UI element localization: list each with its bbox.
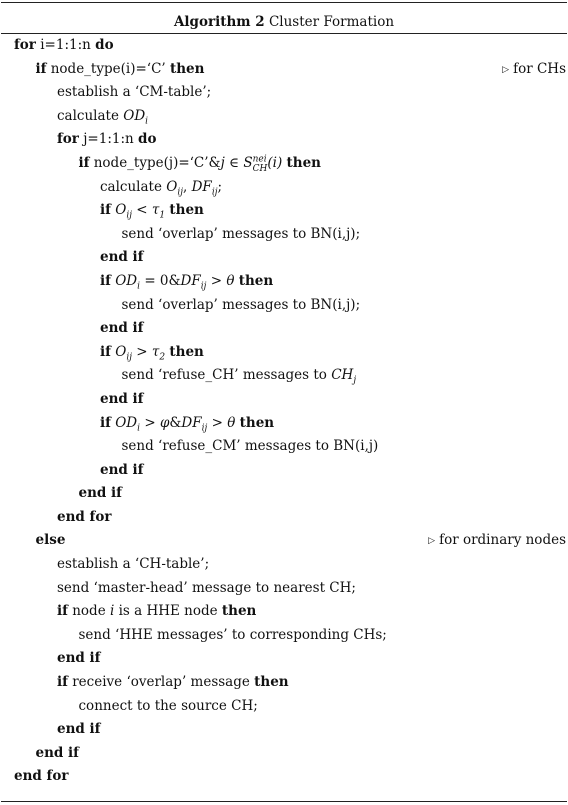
line-text: ∈ xyxy=(224,154,244,171)
bottom-rule xyxy=(1,801,567,802)
line-text: node_type(j)=‘C’& xyxy=(89,154,221,171)
math-subscript: i xyxy=(137,423,141,434)
line-comment xyxy=(502,58,566,83)
math-subscript: 1 xyxy=(159,210,166,221)
line-content xyxy=(14,765,68,789)
line-content xyxy=(100,270,273,294)
comment-triangle-icon: ▷ xyxy=(428,536,436,547)
algorithm-line xyxy=(0,152,568,176)
line-text: receive ‘overlap’ message xyxy=(67,674,255,691)
math-symbol: O xyxy=(166,178,178,195)
comment-triangle-icon: ▷ xyxy=(502,64,510,75)
keyword: for xyxy=(57,131,79,148)
line-text: calculate xyxy=(100,178,167,195)
algorithm-line xyxy=(0,317,568,341)
line-text: connect to the source CH; xyxy=(78,697,258,714)
line-text: j=1:1:n xyxy=(78,131,138,148)
algorithm-line xyxy=(0,435,568,459)
line-text: & xyxy=(169,414,182,431)
line-text: node_type(i)=‘C’ xyxy=(46,60,170,77)
algorithm-line xyxy=(0,105,568,129)
line-content xyxy=(36,742,79,766)
keyword: if xyxy=(100,343,111,360)
line-text: , xyxy=(183,178,192,195)
algorithm-line xyxy=(0,176,568,200)
algorithm-line xyxy=(0,577,568,601)
caption-label: Algorithm 2 xyxy=(173,14,265,30)
line-text: send ‘master-head’ message to nearest CH; xyxy=(57,579,356,596)
math-subscript: j xyxy=(353,376,357,386)
line-content xyxy=(100,317,143,341)
math-subscript: ij xyxy=(200,281,207,292)
keyword: end if xyxy=(57,721,101,738)
line-content xyxy=(36,529,66,553)
math-subscript: i xyxy=(137,281,141,292)
algorithm-line xyxy=(0,388,568,412)
line-content xyxy=(57,647,100,671)
line-content xyxy=(79,482,122,506)
line-content xyxy=(122,223,361,247)
line-text: > xyxy=(140,414,160,431)
line-text: > xyxy=(206,272,227,289)
line-content xyxy=(79,624,387,648)
line-text: calculate xyxy=(57,107,124,124)
math-symbol: θ xyxy=(226,272,235,289)
caption-title: Cluster Formation xyxy=(268,14,395,30)
keyword: if xyxy=(100,202,111,219)
algorithm-line xyxy=(0,671,568,695)
math-symbol: θ xyxy=(227,414,236,431)
algorithm-line xyxy=(0,553,568,577)
line-text: i=1:1:n xyxy=(35,37,96,53)
line-text: > xyxy=(207,414,228,431)
math-symbol: OD xyxy=(123,107,146,124)
line-text: ; xyxy=(217,178,223,195)
math-symbol: φ xyxy=(159,414,170,431)
line-text: send ‘HHE messages’ to corresponding CHs; xyxy=(78,626,387,643)
line-text: send ‘refuse_CH’ messages to xyxy=(121,367,332,384)
line-content xyxy=(57,506,111,530)
keyword: if xyxy=(78,154,90,171)
line-content xyxy=(14,34,114,58)
line-text: is a HHE node xyxy=(114,603,222,620)
top-rule xyxy=(1,2,567,3)
keyword: then xyxy=(238,272,274,289)
line-content xyxy=(57,671,289,695)
keyword: then xyxy=(169,343,204,360)
algorithm-line xyxy=(0,718,568,742)
algorithm-line xyxy=(0,482,568,506)
line-content xyxy=(100,176,222,200)
algorithm-line xyxy=(0,647,568,671)
keyword: if xyxy=(100,414,111,431)
algorithm-line xyxy=(0,341,568,365)
keyword: then xyxy=(169,202,204,219)
algorithm-line xyxy=(0,294,568,318)
algorithm-line xyxy=(0,270,568,294)
algorithm-line xyxy=(0,624,568,648)
algorithm-line xyxy=(0,459,568,483)
line-content xyxy=(122,364,357,388)
comment-text: for CHs xyxy=(513,60,566,77)
math-symbol: DF xyxy=(180,272,201,289)
line-text: send ‘overlap’ messages to BN(i,j); xyxy=(121,296,361,313)
algorithm-line xyxy=(0,81,568,105)
line-content xyxy=(100,388,143,412)
algorithm-line xyxy=(0,58,568,82)
keyword: then xyxy=(221,603,257,620)
algorithm-line xyxy=(0,412,568,436)
algorithm-lines xyxy=(0,34,568,789)
algorithm-line xyxy=(0,364,568,388)
keyword: end if xyxy=(57,650,101,667)
line-text: > xyxy=(131,343,152,360)
math-subscript: ij xyxy=(201,423,208,434)
line-text: node xyxy=(67,603,110,620)
line-text: < xyxy=(131,202,152,219)
math-symbol: τ xyxy=(151,202,160,219)
line-content xyxy=(57,600,256,624)
keyword: then xyxy=(286,154,321,171)
keyword: end if xyxy=(100,320,144,337)
line-text: send ‘overlap’ messages to BN(i,j); xyxy=(121,225,361,242)
math-symbol: OD xyxy=(115,414,138,431)
line-content xyxy=(122,294,361,318)
algorithm-caption xyxy=(0,14,568,30)
keyword: end if xyxy=(35,744,79,761)
line-content xyxy=(57,718,100,742)
line-text: establish a ‘CM-table’; xyxy=(57,84,212,101)
line-content xyxy=(57,81,211,105)
math-symbol: (i) xyxy=(267,154,283,171)
keyword: end if xyxy=(100,249,144,266)
algorithm-line xyxy=(0,529,568,553)
math-subscript: ij xyxy=(126,352,132,363)
math-subscript: ij xyxy=(211,187,218,198)
line-content xyxy=(79,152,321,176)
math-symbol: CH xyxy=(331,367,354,384)
algorithm-line xyxy=(0,765,568,789)
keyword: then xyxy=(254,674,289,691)
keyword: if xyxy=(57,603,68,620)
math-symbol: DF xyxy=(191,178,212,195)
math-subscript: CH xyxy=(252,163,268,174)
keyword: do xyxy=(138,131,157,148)
line-content xyxy=(100,246,143,270)
keyword: if xyxy=(100,272,111,289)
keyword: end if xyxy=(100,461,144,478)
keyword: end for xyxy=(14,768,69,785)
line-content xyxy=(57,577,356,601)
line-content xyxy=(57,553,209,577)
comment-text: for ordinary nodes xyxy=(439,532,566,549)
algorithm-line xyxy=(0,742,568,766)
line-content xyxy=(100,412,274,436)
algorithm-line xyxy=(0,34,568,58)
math-symbol: O xyxy=(115,343,127,360)
keyword: then xyxy=(239,414,275,431)
keyword: do xyxy=(95,37,114,53)
keyword: end if xyxy=(100,390,144,407)
keyword: end if xyxy=(78,485,122,502)
keyword: if xyxy=(57,674,68,691)
math-subscript: ij xyxy=(126,210,132,221)
keyword: end for xyxy=(57,508,112,525)
math-supsub xyxy=(252,154,268,174)
line-content xyxy=(100,199,204,223)
math-subscript: 2 xyxy=(159,352,166,363)
math-subscript: i xyxy=(145,116,149,127)
keyword: then xyxy=(169,60,205,77)
line-text: send ‘refuse_CM’ messages to BN(i,j) xyxy=(121,438,379,455)
math-symbol: j xyxy=(220,154,225,171)
keyword: for xyxy=(14,37,36,53)
math-symbol: O xyxy=(115,202,127,219)
math-symbol: S xyxy=(243,154,253,171)
math-symbol: i xyxy=(109,603,115,620)
math-superscript: nei xyxy=(252,154,267,165)
line-content xyxy=(122,435,379,459)
line-content xyxy=(57,128,156,152)
line-content xyxy=(79,695,258,719)
line-text: establish a ‘CH-table’; xyxy=(57,556,210,573)
algorithm-line xyxy=(0,128,568,152)
line-content xyxy=(100,459,143,483)
algorithm-line xyxy=(0,199,568,223)
math-symbol: τ xyxy=(151,343,160,360)
keyword: if xyxy=(35,60,47,77)
math-subscript: ij xyxy=(177,187,184,198)
math-symbol: DF xyxy=(181,414,202,431)
line-content xyxy=(100,341,204,365)
line-text: = 0& xyxy=(140,272,181,289)
algorithm-line xyxy=(0,695,568,719)
line-comment xyxy=(428,529,566,554)
line-content xyxy=(57,105,148,129)
algorithm-line xyxy=(0,223,568,247)
line-content xyxy=(36,58,205,82)
keyword: else xyxy=(35,532,66,549)
algorithm-line xyxy=(0,600,568,624)
algorithm-line xyxy=(0,506,568,530)
algorithm-line xyxy=(0,246,568,270)
math-symbol: OD xyxy=(115,272,138,289)
